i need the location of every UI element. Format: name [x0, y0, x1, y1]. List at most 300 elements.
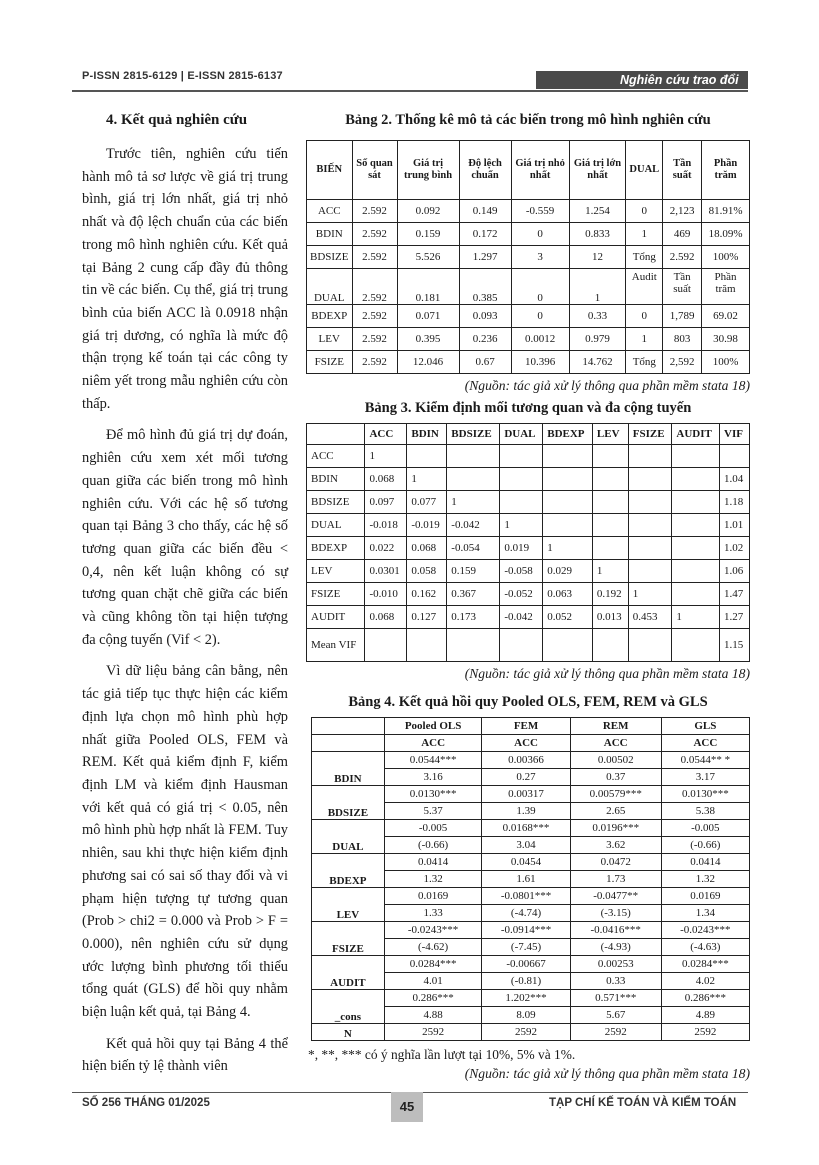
table-cell: 81.91%	[702, 200, 750, 223]
coef-cell: 0.0169	[384, 888, 482, 905]
variable-label: LEV	[312, 888, 385, 922]
stat-cell: 4.02	[661, 973, 749, 990]
table-cell: 18.09%	[702, 223, 750, 246]
table4-model-row	[312, 718, 750, 735]
table-cell: 0.068	[365, 468, 407, 491]
stat-cell: 2.65	[570, 803, 661, 820]
table-cell	[672, 468, 720, 491]
table-cell: 0.019	[500, 537, 543, 560]
coef-cell: 0.00253	[570, 956, 661, 973]
table-cell	[500, 445, 543, 468]
table-cell	[672, 537, 720, 560]
table-cell	[672, 514, 720, 537]
model-header: REM	[570, 718, 661, 735]
table-cell: 1	[628, 583, 672, 606]
table-cell: 1.04	[720, 468, 750, 491]
dep-var-header: ACC	[570, 735, 661, 752]
table-row	[307, 445, 750, 468]
table3-header-cell: LEV	[592, 424, 628, 445]
table3-header-row	[307, 424, 750, 445]
variable-label: DUAL	[312, 820, 385, 854]
table-cell	[628, 514, 672, 537]
stat-cell: 0.33	[570, 973, 661, 990]
table-cell: 1.254	[569, 200, 626, 223]
table-cell: 1.27	[720, 606, 750, 629]
table2-descriptive-stats	[306, 140, 750, 374]
table-cell	[447, 629, 500, 662]
table4-source: (Nguồn: tác giả xử lý thông qua phần mềm stata 18)	[464, 1066, 750, 1081]
table-cell: Tổng	[626, 351, 663, 374]
table2-header-cell: Tần suất	[663, 141, 702, 200]
stat-cell: (-7.45)	[482, 939, 570, 956]
stat-cell: 1.32	[384, 871, 482, 888]
table-cell: 0.453	[628, 606, 672, 629]
stat-cell: 1.32	[661, 871, 749, 888]
table-cell: 1.02	[720, 537, 750, 560]
table-cell	[500, 629, 543, 662]
table-cell	[592, 629, 628, 662]
table-row	[307, 223, 750, 246]
stat-cell: 1.33	[384, 905, 482, 922]
table-cell: 469	[663, 223, 702, 246]
table-cell: 1	[626, 223, 663, 246]
table-cell: 0.395	[397, 328, 459, 351]
coef-cell: 0.0169	[661, 888, 749, 905]
stat-cell: (-4.74)	[482, 905, 570, 922]
body-text-column	[82, 112, 288, 1087]
row-label: DUAL	[307, 514, 365, 537]
table2-header-cell: DUAL	[626, 141, 663, 200]
table-cell: -0.010	[365, 583, 407, 606]
table-cell	[720, 445, 750, 468]
table-cell: -0.559	[511, 200, 569, 223]
coef-cell: 0.0414	[661, 854, 749, 871]
table-row	[307, 305, 750, 328]
table2-caption: Bảng 2. Thống kê mô tả các biến trong mô hình nghiên cứu	[345, 112, 711, 128]
n-cell: 2592	[482, 1024, 570, 1041]
table-cell: 0	[511, 269, 569, 305]
table-cell: 1.297	[459, 246, 511, 269]
stat-cell: 4.01	[384, 973, 482, 990]
coef-cell: 0.286***	[661, 990, 749, 1007]
table-cell: 1	[500, 514, 543, 537]
table-cell: 0.092	[397, 200, 459, 223]
table3-header-cell: ACC	[365, 424, 407, 445]
table-cell: 10.396	[511, 351, 569, 374]
table-cell: 0.063	[543, 583, 593, 606]
row-label: ACC	[307, 200, 353, 223]
table-cell: Tổng	[626, 246, 663, 269]
table2-header-cell: Giá trị lớn nhất	[569, 141, 626, 200]
coef-row	[312, 854, 750, 871]
variable-label: BDIN	[312, 752, 385, 786]
table-cell: 0.013	[592, 606, 628, 629]
table-cell	[672, 445, 720, 468]
row-label: LEV	[307, 560, 365, 583]
table-row	[307, 629, 750, 662]
coef-cell: 0.0454	[482, 854, 570, 871]
table3-header-cell: BDIN	[407, 424, 447, 445]
row-label: BDIN	[307, 223, 353, 246]
table-cell: 1.06	[720, 560, 750, 583]
stat-cell: (-4.93)	[570, 939, 661, 956]
table-cell: 0.077	[407, 491, 447, 514]
table-row	[307, 468, 750, 491]
table-cell: -0.018	[365, 514, 407, 537]
table-cell: 0.0012	[511, 328, 569, 351]
table3-header-cell: DUAL	[500, 424, 543, 445]
coef-cell: 0.00317	[482, 786, 570, 803]
table-cell: 0.67	[459, 351, 511, 374]
table-cell	[447, 445, 500, 468]
coef-cell: 0.00579***	[570, 786, 661, 803]
table-cell: 0.979	[569, 328, 626, 351]
table-cell: 2.592	[352, 305, 397, 328]
stat-cell: 3.04	[482, 837, 570, 854]
variable-label: BDEXP	[312, 854, 385, 888]
stat-cell: 4.88	[384, 1007, 482, 1024]
table-cell	[543, 629, 593, 662]
table-cell: 803	[663, 328, 702, 351]
table-cell	[628, 560, 672, 583]
table-cell: 0.159	[397, 223, 459, 246]
table-cell: 0	[626, 305, 663, 328]
table-cell	[543, 514, 593, 537]
n-cell: 2592	[661, 1024, 749, 1041]
table-cell: 2.592	[352, 223, 397, 246]
table-cell: 0.173	[447, 606, 500, 629]
table-cell: 12	[569, 246, 626, 269]
dep-var-header: ACC	[384, 735, 482, 752]
table4-dep-row	[312, 735, 750, 752]
table-cell: 2,592	[663, 351, 702, 374]
table-row	[307, 514, 750, 537]
stat-cell: 5.38	[661, 803, 749, 820]
n-row	[312, 1024, 750, 1041]
table-cell: 1	[592, 560, 628, 583]
table-cell: 1	[365, 445, 407, 468]
table-cell: 0.127	[407, 606, 447, 629]
table-row	[307, 200, 750, 223]
table-cell: 2.592	[663, 246, 702, 269]
table-cell: 0.022	[365, 537, 407, 560]
table-cell: 0.33	[569, 305, 626, 328]
table4-caption: Bảng 4. Kết quả hồi quy Pooled OLS, FEM, REM và GLS	[348, 694, 708, 710]
page-number: 45	[391, 1092, 423, 1122]
stat-cell: (-3.15)	[570, 905, 661, 922]
coef-cell: 0.286***	[384, 990, 482, 1007]
row-label: BDSIZE	[307, 491, 365, 514]
section-heading: 4. Kết quả nghiên cứu	[106, 112, 248, 128]
coef-cell: -0.0477**	[570, 888, 661, 905]
coef-cell: 0.0196***	[570, 820, 661, 837]
variable-label: _cons	[312, 990, 385, 1024]
coef-row	[312, 922, 750, 939]
table3-header-cell: FSIZE	[628, 424, 672, 445]
paragraph-3: Vì dữ liệu bảng cân bằng, nên tác giả tiếp tục thực hiện các kiểm định lựa chọn mô hình phù hợp nhất giữa Pooled OLS, FEM và REM. Kết quả kiểm định F, kiểm định LM và kiểm định Hausman với kết quả có giá trị < 0.05, nên mô hình phù hợp nhất là FEM. Tuy nhiên, sau khi thực hiện kiểm định phương sai có sai số thay đổi và vi phạm hiện tượng tự tương quan (Prob > chi2 = 0.000 và Prob > F = 0.000), nên nghiên cứu sử dụng ước lượng bình phương tối thiểu tổng quát (GLS) để hồi quy nhằm biện luận kết quả, tại Bảng 4.	[82, 663, 288, 1021]
table-cell	[592, 468, 628, 491]
stat-cell: 5.67	[570, 1007, 661, 1024]
dep-var-header: ACC	[661, 735, 749, 752]
table-cell: 2.592	[352, 246, 397, 269]
table-cell	[628, 491, 672, 514]
table-cell: 2.592	[352, 328, 397, 351]
stat-cell: (-4.62)	[384, 939, 482, 956]
coef-cell: 0.00502	[570, 752, 661, 769]
table-cell	[592, 445, 628, 468]
table2-header-row	[307, 141, 750, 200]
coef-row	[312, 820, 750, 837]
table-cell: 30.98	[702, 328, 750, 351]
coef-cell: 0.0284***	[661, 956, 749, 973]
row-label: BDEXP	[307, 537, 365, 560]
coef-cell: -0.0801***	[482, 888, 570, 905]
row-label: FSIZE	[307, 583, 365, 606]
table2-header-cell: Số quan sát	[352, 141, 397, 200]
stat-cell: (-4.63)	[661, 939, 749, 956]
table-cell: 1.47	[720, 583, 750, 606]
table2-source: (Nguồn: tác giả xử lý thông qua phần mềm stata 18)	[464, 378, 750, 393]
paragraph-4: Kết quả hồi quy tại Bảng 4 thể hiện biến tỷ lệ thành viên	[82, 1035, 288, 1075]
coef-cell: 0.0414	[384, 854, 482, 871]
stat-cell: (-0.66)	[384, 837, 482, 854]
coef-cell: 0.0284***	[384, 956, 482, 973]
model-header: FEM	[482, 718, 570, 735]
table-cell	[500, 468, 543, 491]
table-cell	[672, 629, 720, 662]
header-rule	[72, 90, 748, 92]
table-cell: 0.068	[407, 537, 447, 560]
table-cell	[628, 468, 672, 491]
section-title: Nghiên cứu trao đổi	[620, 73, 739, 87]
row-label: LEV	[307, 328, 353, 351]
table-cell: 0.181	[397, 269, 459, 305]
table-cell: 0.052	[543, 606, 593, 629]
coef-row	[312, 990, 750, 1007]
table3-header-cell: VIF	[720, 424, 750, 445]
table-cell: 2,123	[663, 200, 702, 223]
coef-cell: -0.0243***	[661, 922, 749, 939]
table-cell	[365, 629, 407, 662]
table-cell: 0	[626, 200, 663, 223]
coef-row	[312, 888, 750, 905]
paragraph-2: Để mô hình đủ giá trị dự đoán, nghiên cứu xem xét mối tương quan giữa các biến trong mô hình nghiên cứu. Với các hệ số tương quan tại Bảng 3 cho thấy, các hệ số tương quan giữa các biến đều < 0,4, nên kết luận không có sự tương quan chặt chẽ giữa các biến và cũng không tồn tại hiện tượng đa cộng tuyến (Vif < 2).	[82, 427, 288, 648]
table-cell: 1.01	[720, 514, 750, 537]
row-label: BDEXP	[307, 305, 353, 328]
stat-cell: 3.62	[570, 837, 661, 854]
variable-label: BDSIZE	[312, 786, 385, 820]
table-row	[307, 246, 750, 269]
coef-cell: 0.0130***	[661, 786, 749, 803]
journal-name: TẠP CHÍ KẾ TOÁN VÀ KIỂM TOÁN	[549, 1097, 737, 1109]
row-label: FSIZE	[307, 351, 353, 374]
stat-cell: 1.73	[570, 871, 661, 888]
dep-var-header: ACC	[482, 735, 570, 752]
table-cell: 0	[511, 223, 569, 246]
table-cell: -0.019	[407, 514, 447, 537]
variable-label: N	[312, 1024, 385, 1041]
table-row	[307, 491, 750, 514]
table-cell: 0.071	[397, 305, 459, 328]
table3-header-cell: AUDIT	[672, 424, 720, 445]
table-row	[307, 328, 750, 351]
table-cell: 0.159	[447, 560, 500, 583]
model-header: GLS	[661, 718, 749, 735]
table-cell: 1	[626, 328, 663, 351]
table-cell: Phần trăm	[702, 269, 750, 305]
table-row	[307, 351, 750, 374]
table-cell: 0.029	[543, 560, 593, 583]
table-cell: 0.192	[592, 583, 628, 606]
coef-cell: 0.00366	[482, 752, 570, 769]
coef-cell: 0.0544***	[384, 752, 482, 769]
table-cell	[543, 468, 593, 491]
issn-header: P-ISSN 2815-6129 | E-ISSN 2815-6137	[82, 70, 283, 82]
table-cell: 0.0301	[365, 560, 407, 583]
corner-cell	[312, 718, 385, 735]
table-cell	[628, 537, 672, 560]
table-cell: 0.149	[459, 200, 511, 223]
n-cell: 2592	[384, 1024, 482, 1041]
table-cell	[592, 514, 628, 537]
variable-label: FSIZE	[312, 922, 385, 956]
table-cell: 5.526	[397, 246, 459, 269]
table3-header-cell: BDEXP	[543, 424, 593, 445]
table-cell: -0.058	[500, 560, 543, 583]
stat-cell: 5.37	[384, 803, 482, 820]
paragraph-1: Trước tiên, nghiên cứu tiến hành mô tả sơ lược về giá trị trung bình, giá trị lớn nhất, giá trị nhỏ nhất và độ lệch chuẩn của các biến trong mô hình nghiên cứu. Kết quả tại Bảng 2 cung cấp đầy đủ thông tin về các biến. Cụ thể, giá trị trung bình của biến ACC là 0.0918 nhận giá trị dương, có nghĩa là mức độ thận trọng kế toán tại các công ty niêm yết trong mẫu nghiên cứu còn thấp.	[82, 146, 288, 412]
table3-caption: Bảng 3. Kiểm định mối tương quan và đa cộng tuyến	[364, 400, 692, 416]
table2-header-cell: BIẾN	[307, 141, 353, 200]
table2-header-cell: Phần trăm	[702, 141, 750, 200]
issue-label: SỐ 256 THÁNG 01/2025	[82, 1097, 210, 1109]
coef-cell: -0.0243***	[384, 922, 482, 939]
table-cell: 0.097	[365, 491, 407, 514]
table-cell: 0.236	[459, 328, 511, 351]
corner-cell	[312, 735, 385, 752]
stat-cell: 3.16	[384, 769, 482, 786]
table-cell: -0.042	[500, 606, 543, 629]
table-cell: Tần suất	[663, 269, 702, 305]
coef-row	[312, 752, 750, 769]
table-cell	[672, 491, 720, 514]
table-cell: 3	[511, 246, 569, 269]
table-row	[307, 606, 750, 629]
stat-cell: 1.61	[482, 871, 570, 888]
table-cell	[592, 491, 628, 514]
table-cell: 0.833	[569, 223, 626, 246]
table-row	[307, 269, 750, 305]
table-cell	[628, 445, 672, 468]
table-cell: 100%	[702, 351, 750, 374]
table-row	[307, 537, 750, 560]
table-cell: 2.592	[352, 269, 397, 305]
row-label: Mean VIF	[307, 629, 365, 662]
table2-header-cell: Giá trị nhỏ nhất	[511, 141, 569, 200]
table-cell: 1	[672, 606, 720, 629]
coef-cell: 1.202***	[482, 990, 570, 1007]
row-label: BDSIZE	[307, 246, 353, 269]
table-cell	[543, 445, 593, 468]
coef-row	[312, 956, 750, 973]
table-cell	[407, 629, 447, 662]
table-cell: 1.15	[720, 629, 750, 662]
coef-cell: 0.0168***	[482, 820, 570, 837]
coef-cell: 0.0544** *	[661, 752, 749, 769]
stat-cell: 8.09	[482, 1007, 570, 1024]
coef-cell: 0.571***	[570, 990, 661, 1007]
table-cell	[543, 491, 593, 514]
coef-cell: -0.005	[661, 820, 749, 837]
table-cell: -0.052	[500, 583, 543, 606]
table-cell: 12.046	[397, 351, 459, 374]
table-cell: 0.162	[407, 583, 447, 606]
table-cell	[628, 629, 672, 662]
table-cell: 0.058	[407, 560, 447, 583]
table-cell: 1.18	[720, 491, 750, 514]
stat-cell: (-0.66)	[661, 837, 749, 854]
row-label: BDIN	[307, 468, 365, 491]
coef-cell: -0.0914***	[482, 922, 570, 939]
stat-cell: (-0.81)	[482, 973, 570, 990]
tables-column	[306, 112, 750, 1082]
coef-cell: -0.0416***	[570, 922, 661, 939]
table-cell	[672, 583, 720, 606]
coef-cell: 0.0472	[570, 854, 661, 871]
table2-header-cell: Độ lệch chuẩn	[459, 141, 511, 200]
stat-cell: 1.39	[482, 803, 570, 820]
table-row	[307, 560, 750, 583]
table-cell: -0.054	[447, 537, 500, 560]
stat-cell: 0.37	[570, 769, 661, 786]
coef-row	[312, 786, 750, 803]
table-cell	[500, 491, 543, 514]
table-cell: -0.042	[447, 514, 500, 537]
table-cell: 1	[543, 537, 593, 560]
table-cell: 100%	[702, 246, 750, 269]
table-cell: 1	[569, 269, 626, 305]
table-cell	[592, 537, 628, 560]
row-label: DUAL	[307, 269, 353, 305]
table2-header-cell: Giá trị trung bình	[397, 141, 459, 200]
table-cell: 0.367	[447, 583, 500, 606]
table-cell: 0.093	[459, 305, 511, 328]
table-cell	[447, 468, 500, 491]
table-cell: 0.172	[459, 223, 511, 246]
coef-cell: 0.0130***	[384, 786, 482, 803]
table-cell: Audit	[626, 269, 663, 305]
stat-cell: 4.89	[661, 1007, 749, 1024]
table-cell: 2.592	[352, 200, 397, 223]
model-header: Pooled OLS	[384, 718, 482, 735]
table-cell: 1	[407, 468, 447, 491]
table3-header-cell: BDSIZE	[447, 424, 500, 445]
table4-regression	[311, 717, 750, 1041]
row-label: AUDIT	[307, 606, 365, 629]
table-cell: 0.068	[365, 606, 407, 629]
table3-correlation	[306, 423, 750, 662]
stat-cell: 1.34	[661, 905, 749, 922]
coef-cell: -0.005	[384, 820, 482, 837]
table-cell: 1	[447, 491, 500, 514]
table3-source: (Nguồn: tác giả xử lý thông qua phần mềm stata 18)	[464, 666, 750, 681]
table-cell: 2.592	[352, 351, 397, 374]
n-cell: 2592	[570, 1024, 661, 1041]
row-label: ACC	[307, 445, 365, 468]
table-cell: 69.02	[702, 305, 750, 328]
table-cell	[407, 445, 447, 468]
significance-note: *, **, *** có ý nghĩa lần lượt tại 10%, 5% và 1%.	[308, 1047, 576, 1062]
